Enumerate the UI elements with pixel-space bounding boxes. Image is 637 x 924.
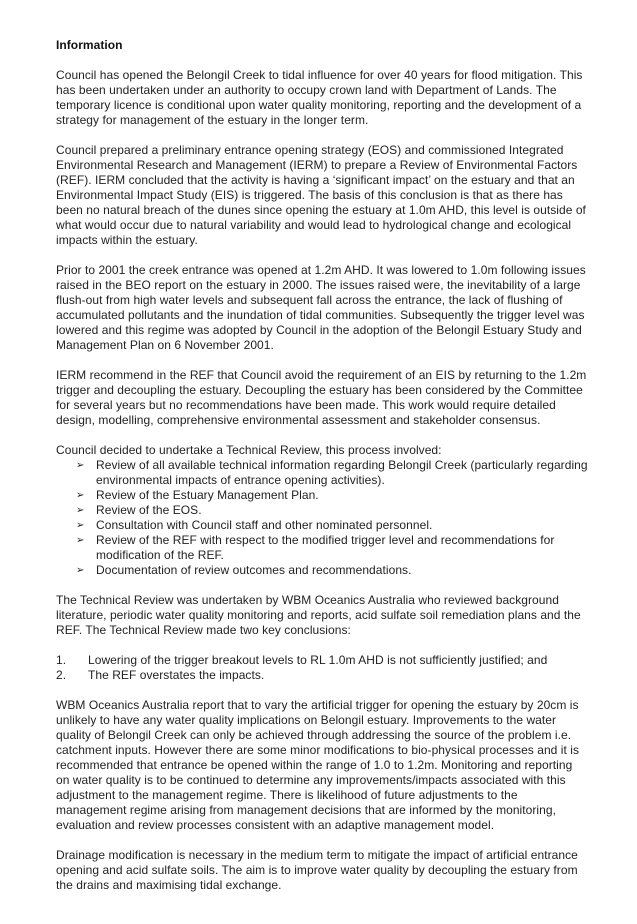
arrow-bullet-icon: ➢ [76,460,85,471]
paragraph-eos-ierm: Council prepared a preliminary entrance opening strategy (EOS) and commissioned Integrated Environmental Research and Management (IERM) to prepare a Review of Environmental Factors (REF). IERM concluded that the activity is having a ‘significant impact’ on the estuary and that an Environmental Impact Study (EIS) is triggered. The basis of this conclusion is that as there has been no natural breach of the dunes since opening the estuary at 1.0m AHD, this level is outside of what would occur due to natural variability and would lead to hydrological change and ecological impacts within the estuary. [56,143,586,247]
paragraph-technical-review: The Technical Review was undertaken by WBM Oceanics Australia who reviewed background literature, periodic water quality monitoring and reports, acid sulfate soil remediation plans and the REF. The Technical Review made two key conclusions: [56,593,581,637]
paragraph-review-intro: Council decided to undertake a Technical Review, this process involved: [56,443,442,457]
list-item [56,503,588,518]
list-item [56,488,588,503]
paragraph-wbm-report: WBM Oceanics Australia report that to vary the artificial trigger for opening the estuary by 20cm is unlikely to have any water quality implications on Belongil estuary. Improvements to the water quality of Belongil Creek can only be achieved through addressing the source of the problem i.e. catchment inputs. However there are some minor modifications to bio-physical processes and it is recommended that entrance be opened within the range of 1.0 to 1.2m. Monitoring and reporting on water quality is to be continued to determine any improvements/impacts associated with this adjustment to the management regime. There is likelihood of future adjustments to the management regime arising from management decisions that are informed by the monitoring, evaluation and review processes consistent with an adaptive management model. [56,698,580,832]
list-item-text: Review of the EOS. [96,503,202,517]
list-item [56,533,588,563]
list-item-text: Consultation with Council staff and other nominated personnel. [96,518,433,532]
list-item-text: Documentation of review outcomes and recommendations. [96,563,412,577]
list-item [56,668,588,683]
arrow-bullet-icon: ➢ [76,490,85,501]
list-item-text: Review of the REF with respect to the modified trigger level and recommendations for modification of the REF. [96,533,555,562]
document-page [56,38,588,908]
paragraph-ierm-recommend: IERM recommend in the REF that Council avoid the requirement of an EIS by returning to the 1.2m trigger and decoupling the estuary. Decoupling the estuary has been considered by the Committee for several years but no recommendations have been made. This work would require detailed design, modelling, comprehensive environmental assessment and stakeholder consensus. [56,368,587,427]
list-item-number: 1. [56,653,67,667]
arrow-bullet-icon: ➢ [76,535,85,546]
list-item [56,653,588,668]
list-item-text: Lowering of the trigger breakout levels to RL 1.0m AHD is not sufficiently justified; and [88,653,548,667]
list-item-text: Review of the Estuary Management Plan. [96,488,319,502]
review-bullet-list [56,458,588,578]
list-item-text: Review of all available technical information regarding Belongil Creek (particularly regarding environmental impacts of entrance opening activities). [96,458,588,487]
paragraph-council-opening: Council has opened the Belongil Creek to tidal influence for over 40 years for flood mitigation. This has been undertaken under an authority to occupy crown land with Department of Lands. The temporary licence is conditional upon water quality monitoring, reporting and the development of a strategy for management of the estuary in the longer term. [56,68,583,127]
list-item [56,458,588,488]
section-heading: Information [56,38,123,52]
paragraph-prior-2001: Prior to 2001 the creek entrance was opened at 1.2m AHD. It was lowered to 1.0m following issues raised in the BEO report on the estuary in 2000. The issues raised were, the inevitability of a large flush-out from high water levels and subsequent fall across the entrance, the lack of flushing of accumulated pollutants and the inundation of tidal communities. Subsequently the trigger level was lowered and this regime was adopted by Council in the adoption of the Belongil Estuary Study and Management Plan on 6 November 2001. [56,263,586,352]
arrow-bullet-icon: ➢ [76,565,85,576]
conclusions-list [56,653,588,683]
arrow-bullet-icon: ➢ [76,505,85,516]
arrow-bullet-icon: ➢ [76,520,85,531]
list-item [56,563,588,578]
list-item [56,518,588,533]
paragraph-drainage: Drainage modification is necessary in the medium term to mitigate the impact of artificial entrance opening and acid sulfate soils. The aim is to improve water quality by decoupling the estuary from the drains and maximising tidal exchange. [56,848,578,892]
list-item-number: 2. [56,668,67,682]
list-item-text: The REF overstates the impacts. [88,668,265,682]
